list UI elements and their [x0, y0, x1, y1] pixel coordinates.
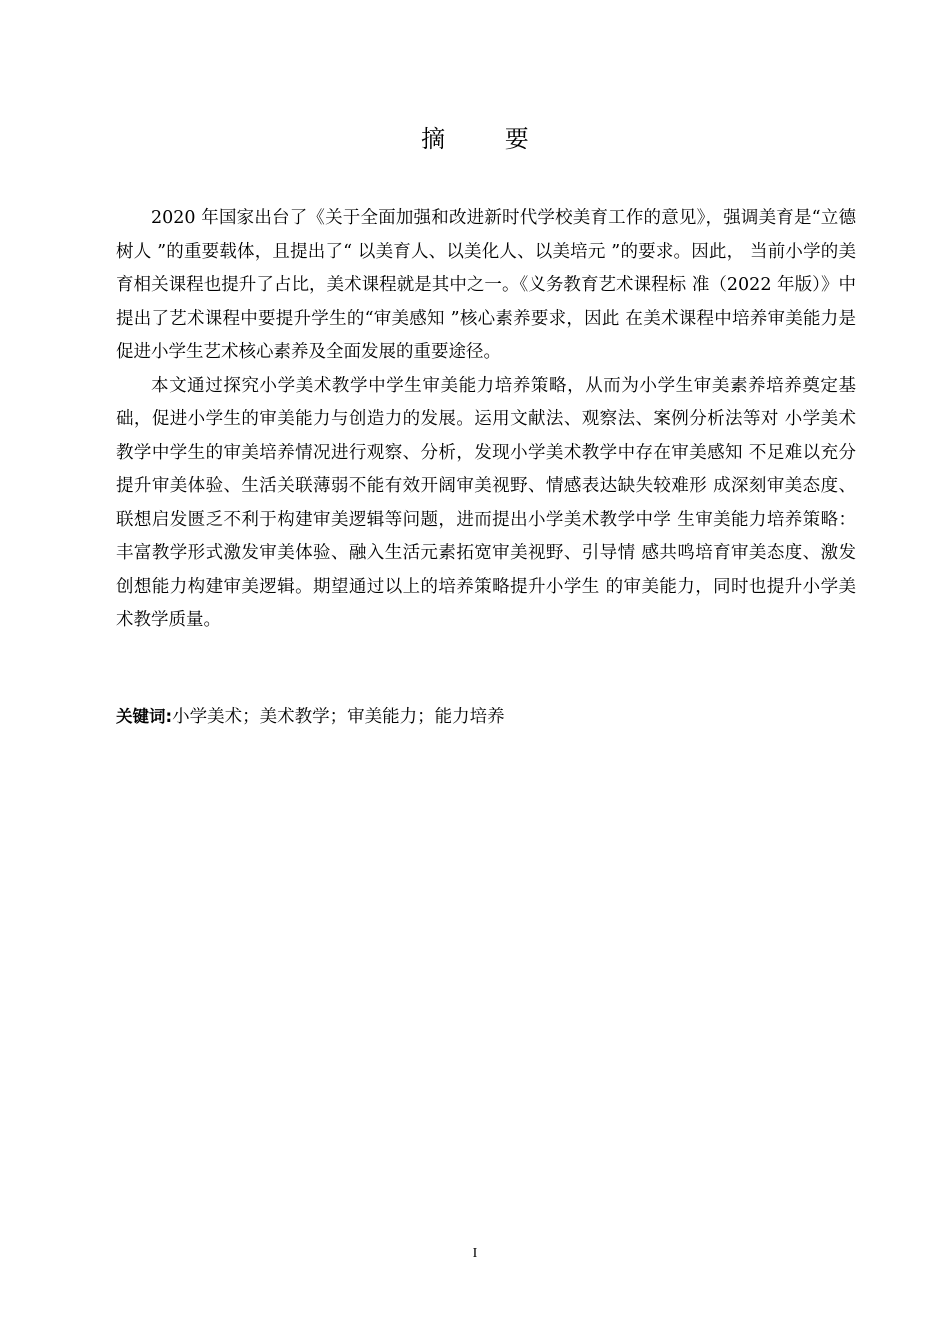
abstract-paragraph-2: 本文通过探究小学美术教学中学生审美能力培养策略，从而为小学生审美素养培养奠定基础，促进小学生的审美能力与创造力的发展。运用文献法、观察法、案例分析法等对 小学美术教学中学生的审美培养情况进行观察、分析，发现小学美术教学中存在审美感知 不足难以充分提升审美体验、生活关联薄弱不能有效开阔审美视野、情感表达缺失较难形 成深刻审美态度、联想启发匮乏不利于构建审美逻辑等问题，进而提出小学美术教学中学 生审美能力培养策略：丰富教学形式激发审美体验、融入生活元素拓宽审美视野、引导情 感共鸣培育审美态度、激发创想能力构建审美逻辑。期望通过以上的培养策略提升小学生 的审美能力，同时也提升小学美术教学质量。	[116, 375, 856, 630]
keywords-label: 关键词:	[116, 707, 173, 726]
abstract-paragraph-1: 2020 年国家出台了《关于全面加强和改进新时代学校美育工作的意见》，强调美育是“立德树人 ”的重要载体，且提出了“ 以美育人、以美化人、以美培元 ”的要求。因此， 当前小学的美育相关课程也提升了占比，美术课程就是其中之一。《义务教育艺术课程标 准（2022 年版）》中提出了艺术课程中要提升学生的“审美感知 ”核心素养要求，因此 在美术课程中培养审美能力是促进小学生艺术核心素养及全面发展的重要途径。	[116, 208, 856, 362]
keywords-text: 小学美术；美术教学；审美能力；能力培养	[172, 707, 505, 727]
page-number: I	[472, 1246, 478, 1261]
abstract-body	[116, 202, 856, 638]
keywords-line	[116, 702, 856, 732]
page-title: 摘 要	[421, 125, 555, 153]
